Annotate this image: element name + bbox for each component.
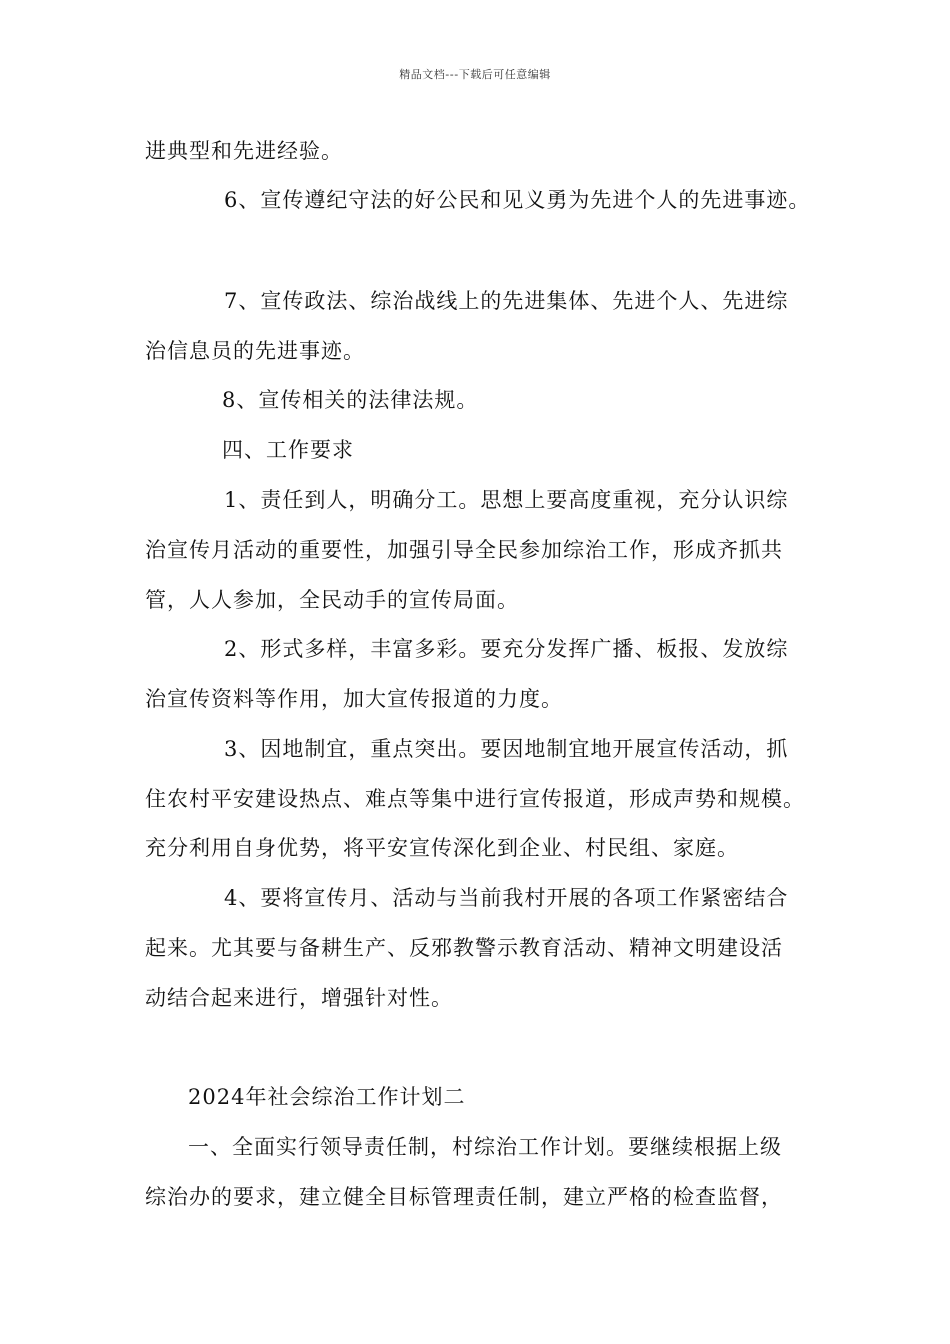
paragraph-line: 6、宣传遵纪守法的好公民和见义勇为先进个人的先进事迹。 xyxy=(224,188,811,212)
section-title: 2024年社会综治工作计划二 xyxy=(188,1085,466,1109)
paragraph-line: 充分利用自身优势，将平安宣传深化到企业、村民组、家庭。 xyxy=(145,836,739,860)
paragraph-line: 一、全面实行领导责任制，村综治工作计划。要继续根据上级 xyxy=(188,1135,782,1159)
paragraph-line: 起来。尤其要与备耕生产、反邪教警示教育活动、精神文明建设活 xyxy=(145,936,783,960)
paragraph-line: 7、宣传政法、综治战线上的先进集体、先进个人、先进综 xyxy=(224,289,789,313)
paragraph-line: 治宣传月活动的重要性，加强引导全民参加综治工作，形成齐抓共 xyxy=(145,538,783,562)
paragraph-line: 进典型和先进经验。 xyxy=(145,139,343,163)
paragraph-line: 动结合起来进行，增强针对性。 xyxy=(145,986,453,1010)
paragraph-line: 2、形式多样，丰富多彩。要充分发挥广播、板报、发放综 xyxy=(224,637,789,661)
paragraph-line: 1、责任到人，明确分工。思想上要高度重视，充分认识综 xyxy=(224,488,789,512)
page-header: 精品文档---下载后可任意编辑 xyxy=(399,68,551,81)
paragraph-line: 4、要将宣传月、活动与当前我村开展的各项工作紧密结合 xyxy=(224,886,789,910)
section-heading: 四、工作要求 xyxy=(222,438,354,462)
paragraph-line: 管，人人参加，全民动手的宣传局面。 xyxy=(145,588,519,612)
paragraph-line: 治信息员的先进事迹。 xyxy=(145,339,365,363)
paragraph-line: 治宣传资料等作用，加大宣传报道的力度。 xyxy=(145,687,563,711)
paragraph-line: 8、宣传相关的法律法规。 xyxy=(222,388,479,412)
paragraph-line: 住农村平安建设热点、难点等集中进行宣传报道，形成声势和规模。 xyxy=(145,787,805,811)
paragraph-line: 3、因地制宜，重点突出。要因地制宜地开展宣传活动，抓 xyxy=(224,737,789,761)
paragraph-line: 综治办的要求，建立健全目标管理责任制，建立严格的检查监督， xyxy=(145,1185,783,1209)
